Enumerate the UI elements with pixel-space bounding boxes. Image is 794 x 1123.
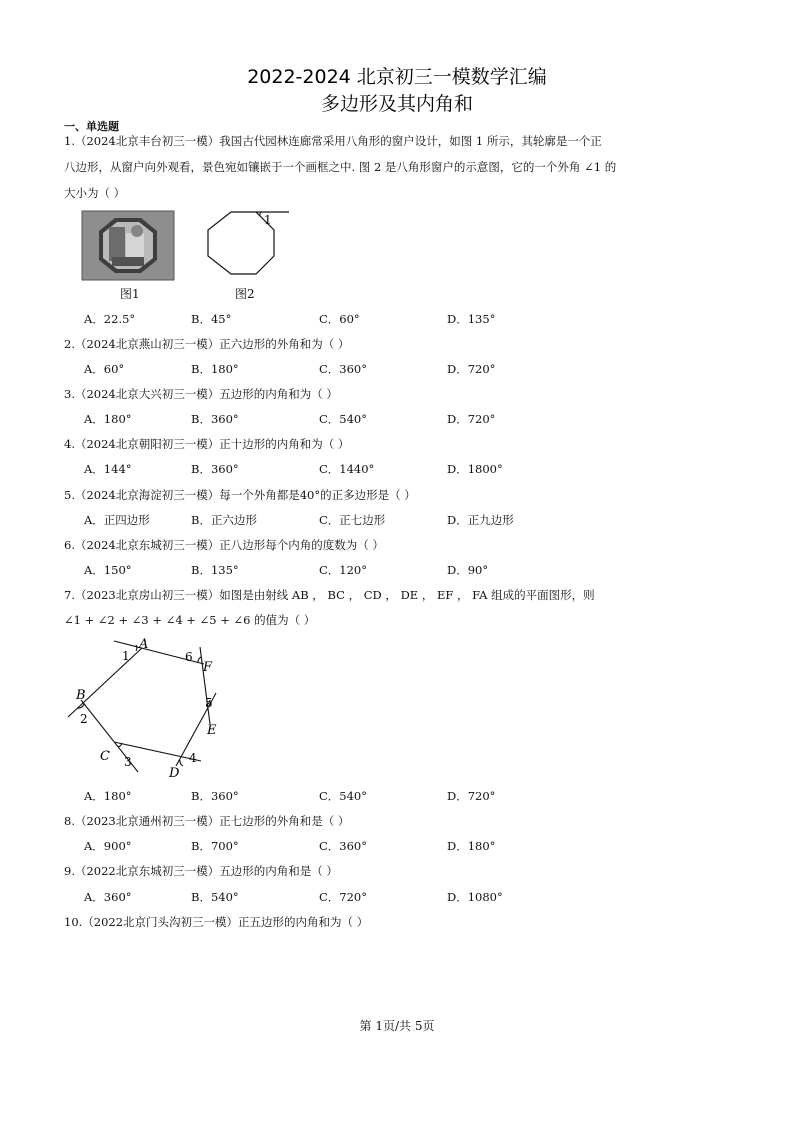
q3-option-d[interactable]: D．720° — [447, 412, 496, 426]
q6-option-c[interactable]: C．120° — [319, 563, 367, 577]
q2-option-a[interactable]: A．60° — [84, 362, 125, 376]
figure-2-label: 图2 — [235, 287, 255, 301]
question-6: 6.（2024北京东城初三一模）正八边形每个内角的度数为（ ） — [64, 538, 384, 552]
q1-option-a[interactable]: A．22.5° — [84, 312, 136, 326]
q8-option-a[interactable]: A．900° — [84, 839, 132, 853]
q8-option-b[interactable]: B．700° — [191, 839, 239, 853]
vertex-e-label: E — [207, 723, 217, 738]
angle-1-label: 1 — [122, 649, 130, 663]
question-1-line-2: 八边形，从窗户向外观看，景色宛如镶嵌于一个画框之中. 图 2 是八角形窗户的示意图，它的一个外角 ∠1 的 — [64, 160, 617, 174]
page-subtitle: 多边形及其内角和 — [320, 93, 473, 115]
q2-option-c[interactable]: C．360° — [319, 362, 367, 376]
q9-option-d[interactable]: D．1080° — [447, 890, 503, 904]
q7-option-c[interactable]: C．540° — [319, 789, 367, 803]
question-4: 4.（2024北京朝阳初三一模）正十边形的内角和为（ ） — [64, 437, 350, 451]
question-5: 5.（2024北京海淀初三一模）每一个外角都是40°的正多边形是（ ） — [64, 488, 416, 502]
section-heading: 一、单选题 — [64, 120, 119, 133]
vertex-c-label: C — [100, 749, 110, 764]
q3-option-a[interactable]: A．180° — [84, 412, 132, 426]
q4-option-d[interactable]: D．1800° — [447, 462, 503, 476]
question-1-line-3: 大小为（ ） — [64, 186, 126, 200]
q7-option-a[interactable]: A．180° — [84, 789, 132, 803]
question-7-line-2: ∠1 + ∠2 + ∠3 + ∠4 + ∠5 + ∠6 的值为（ ） — [64, 613, 316, 627]
q5-option-d[interactable]: D．正九边形 — [447, 513, 514, 527]
window-photo — [82, 211, 174, 280]
q5-option-a[interactable]: A．正四边形 — [84, 513, 150, 527]
q6-option-d[interactable]: D．90° — [447, 563, 489, 577]
q5-option-b[interactable]: B．正六边形 — [191, 513, 257, 527]
q2-option-b[interactable]: B．180° — [191, 362, 239, 376]
question-7-line-1: 7.（2023北京房山初三一模）如图是由射线 AB ， BC ， CD ， DE ， EF ， FA 组成的平面图形，则 — [64, 588, 595, 602]
vertex-a-label: A — [139, 637, 149, 652]
q1-option-b[interactable]: B．45° — [191, 312, 232, 326]
question-9: 9.（2022北京东城初三一模）五边形的内角和是（ ） — [64, 864, 338, 878]
q5-option-c[interactable]: C．正七边形 — [319, 513, 386, 527]
question-10: 10.（2022北京门头沟初三一模）正五边形的内角和为（ ） — [64, 915, 369, 929]
vertex-b-label: B — [76, 688, 86, 703]
q3-option-b[interactable]: B．360° — [191, 412, 239, 426]
figure-1-label: 图1 — [120, 287, 140, 301]
vertex-d-label: D — [169, 766, 180, 781]
angle-4-label: 4 — [189, 751, 197, 765]
q4-option-b[interactable]: B．360° — [191, 462, 239, 476]
question-3: 3.（2024北京大兴初三一模）五边形的内角和为（ ） — [64, 387, 338, 401]
angle-1-label: 1 — [264, 213, 272, 227]
page-title: 2022-2024 北京初三一模数学汇编 — [247, 66, 547, 88]
vertex-f-label: F — [203, 660, 213, 675]
q1-option-c[interactable]: C．60° — [319, 312, 360, 326]
q9-option-a[interactable]: A．360° — [84, 890, 132, 904]
q9-option-b[interactable]: B．540° — [191, 890, 239, 904]
angle-2-label: 2 — [80, 712, 88, 726]
question-8: 8.（2023北京通州初三一模）正七边形的外角和是（ ） — [64, 814, 350, 828]
q9-option-c[interactable]: C．720° — [319, 890, 367, 904]
q4-option-c[interactable]: C．1440° — [319, 462, 375, 476]
q1-option-d[interactable]: D．135° — [447, 312, 496, 326]
q6-option-a[interactable]: A．150° — [84, 563, 132, 577]
q4-option-a[interactable]: A．144° — [84, 462, 132, 476]
question-2: 2.（2024北京燕山初三一模）正六边形的外角和为（ ） — [64, 337, 350, 351]
q6-option-b[interactable]: B．135° — [191, 563, 239, 577]
ray-hexagon-diagram — [64, 634, 217, 784]
angle-3-label: 3 — [124, 755, 132, 769]
page-number: 第 1页/共 5页 — [359, 1019, 435, 1033]
q3-option-c[interactable]: C．540° — [319, 412, 367, 426]
angle-5-label: 5 — [205, 696, 213, 710]
q2-option-d[interactable]: D．720° — [447, 362, 496, 376]
q8-option-d[interactable]: D．180° — [447, 839, 496, 853]
question-1-line-1: 1.（2024北京丰台初三一模）我国古代园林连廊常采用八角形的窗户设计，如图 1 所示，其轮廓是一个正 — [64, 134, 602, 148]
q7-option-d[interactable]: D．720° — [447, 789, 496, 803]
octagon-diagram — [200, 204, 296, 284]
q8-option-c[interactable]: C．360° — [319, 839, 367, 853]
angle-6-label: 6 — [185, 650, 193, 664]
q7-option-b[interactable]: B．360° — [191, 789, 239, 803]
